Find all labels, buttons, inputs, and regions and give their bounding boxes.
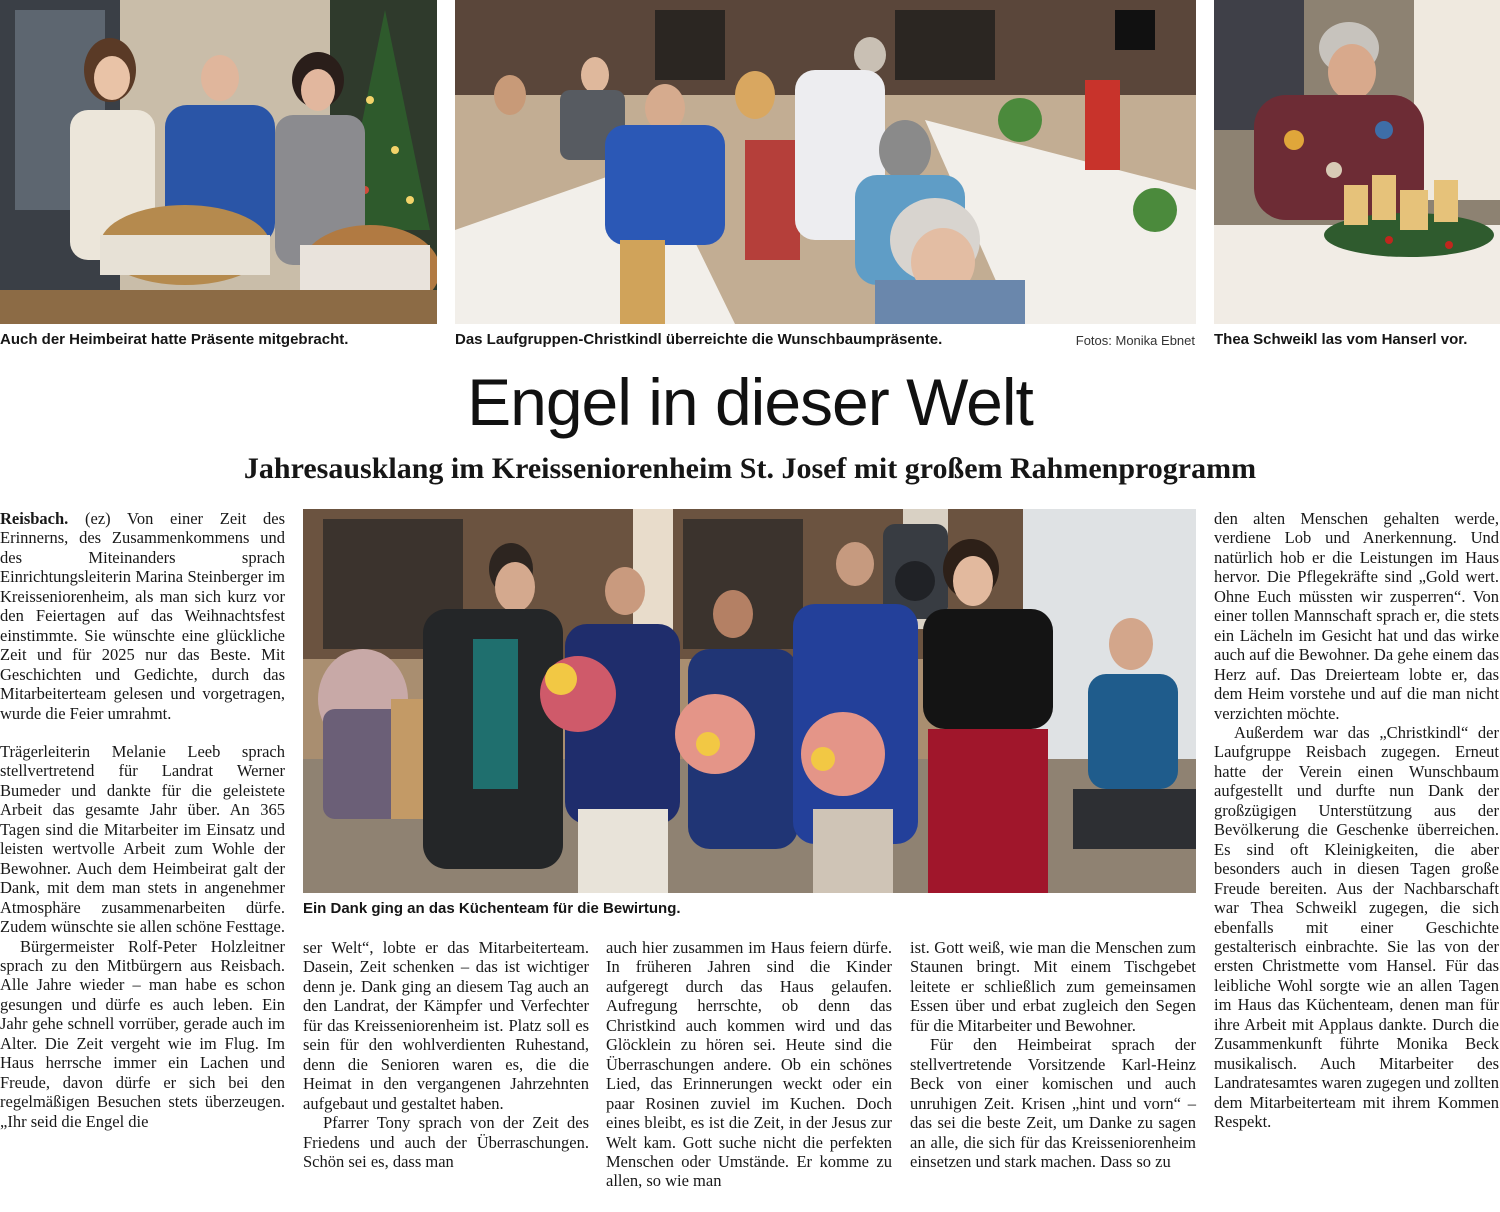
article-paragraph: ist. Gott weiß, wie man die Menschen zum Staunen bringt. Mit einem Tischgebet leitete er schließlich zum gemeinsamen Essen über und erbat zugleich den Segen für die Mitarbeiter und Bewohner. xyxy=(910,938,1196,1035)
article-column-2 xyxy=(303,938,589,1171)
article-column-5 xyxy=(1214,509,1499,1132)
photo-christkindl xyxy=(455,0,1196,324)
photo-caption-christkindl: Das Laufgruppen-Christkindl überreichte die Wunschbaumpräsente. xyxy=(455,331,943,348)
photo-heimbeirat xyxy=(0,0,437,324)
article-paragraph: auch hier zusammen im Haus feiern dürfe. In früheren Jahren sind die Kinder aufgeregt durch das Haus gelaufen. Aufregung herrschte, ob denn das Christkind auch kommen wird und das Glöcklein zu hören sei. Heute sind die Überraschungen andere. Ob ein schönes Lied, das Erinnerungen weckt oder ein paar Rosinen zuviel im Kuchen. Doch eines bleibt, es ist die Zeit, in der Jesus zur Welt kam. Gott suche nicht die perfekten Menschen oder Umstände. Er komme zu allen, so wie man xyxy=(606,938,892,1191)
article-column-1 xyxy=(0,509,285,1131)
photo-thea-schweikl xyxy=(1214,0,1500,324)
article-paragraph: Für den Heimbeirat sprach der stellvertretende Vorsitzende Karl-Heinz Beck von einer komischen und auch unruhigen Zeit. Krisen „hint und vorn“ – das sei die beste Zeit, um Danke zu sagen an alle, die sich für das Kreisseniorenheim einsetzen und stark machen. Dass so zu xyxy=(910,1035,1196,1171)
article-headline: Engel in dieser Welt xyxy=(467,365,1033,439)
article-column-3 xyxy=(606,938,892,1191)
article-paragraph: Bürgermeister Rolf-Peter Holzleitner sprach zu den Mitbürgern aus Reisbach. Alle Jahre wieder – man habe es schon gesungen und dürfe es auch leben. Ein Jahr gehe schnell vorrüber, gerade auch im Alter. Die Zeit vergeht wie im Flug. Im Haus herrsche immer ein Lachen und Freude, davon dürfe er sich bei den regelmäßigen Besuchen stets überzeugen. „Ihr seid die Engel die xyxy=(0,936,285,1131)
article-paragraph: (ez) Von einer Zeit des Erinnerns, des Zusammenkommens und des Miteinanders sprach Einrichtungsleiterin Marina Steinberger im Kreisseniorenheim, als man sich kurz vor den Feiertagen auf das Weihnachtsfest einstimmte. Sie wünschte eine glückliche Zeit und für 2025 nur das Beste. Mit Geschichten und Gedichte, durch das Mitarbeiterteam gelesen und vorgetragen, wurde die Feier umrahmt. xyxy=(0,509,286,723)
article-dateline: Reisbach. xyxy=(0,509,69,528)
article-paragraph: Außerdem war das „Christkindl“ der Laufgruppe Reisbach zugegen. Erneut hatte der Verein einen Wunschbaum aufgestellt und durfte nun Dank der großzügigen Unterstützung aus der Bevölkerung die Geschenke überreichen. Es sind oft Kleinigkeiten, die aber besonders auch in diesen Tagen große Freude bereiten. Aus der Nachbarschaft war Thea Schweikl zugegen, die sich ebenfalls mit einer Geschichte gestalterisch einbrachte. Sie las von der ersten Christmette vom Hansel. Für das leibliche Wohl sorgte wie an allen Tagen im Haus das Küchenteam, denen man für ihre Arbeit mit Applaus dankte. Durch die Zusammenkunft führte Monika Beck musikalisch. Auch Mitarbeiter des Landratesamtes waren zugegen und zollten dem Mitarbeiterteam mit ihrem Kommen Respekt. xyxy=(1214,722,1499,1132)
photo-caption-heimbeirat: Auch der Heimbeirat hatte Präsente mitgebracht. xyxy=(0,331,349,348)
photo-credit: Fotos: Monika Ebnet xyxy=(1075,333,1195,348)
article-column-4 xyxy=(910,938,1196,1171)
photo-caption-kuechenteam: Ein Dank ging an das Küchenteam für die Bewirtung. xyxy=(303,900,681,917)
photo-kuechenteam xyxy=(303,509,1196,893)
article-paragraph: den alten Menschen gehalten werde, verdiene Lob und Anerkennung. Und natürlich hob er die Leistungen im Haus hervor. Die Pflegekräfte sind „Gold wert. Ohne Euch müssten wir zusperren“. Von einer tollen Mannschaft sprach er, die stets ein Lächeln im Gesicht hat und das wirke auch auf die Bewohner. Da gehe einem das Herz auf. Das Dreierteam lobte er, das dem Heim vorstehe und auf die man nicht verzichten möchte. xyxy=(1214,509,1499,723)
article-subheadline: Jahresausklang im Kreisseniorenheim St. Josef mit großem Rahmenprogramm xyxy=(243,452,1257,485)
article-paragraph: Pfarrer Tony sprach von der Zeit des Friedens und auch der Überraschungen. Schön sei es, dass man xyxy=(303,1113,589,1171)
photo-caption-thea-schweikl: Thea Schweikl las vom Hanserl vor. xyxy=(1214,331,1468,348)
article-paragraph: Trägerleiterin Melanie Leeb sprach stellvertretend für Landrat Werner Bumeder und dankte für die geleistete Arbeit das gesamte Jahr über. An 365 Tagen sind die Mitarbeiter im Einsatz und leisten wertvolle Arbeit zum Wohle der Bewohner. Auch dem Heimbeirat galt der Dank, mit dem man stets in angenehmer Atmosphäre zusammenarbeiten dürfe. Zudem wünschte sie allen schöne Festtage. xyxy=(0,741,286,937)
article-paragraph: ser Welt“, lobte er das Mitarbeiterteam. Dasein, Zeit schenken – das ist wichtiger denn je. Dank ging an diesem Tag auch an den Landrat, der Kämpfer und Verfechter für das Kreisseniorenheim ist. Platz soll es sein für den wohlverdienten Ruhestand, denn die Senioren waren es, die die Heimat in den vergangenen Jahrzehnten aufgebaut und gestaltet haben. xyxy=(303,938,589,1113)
